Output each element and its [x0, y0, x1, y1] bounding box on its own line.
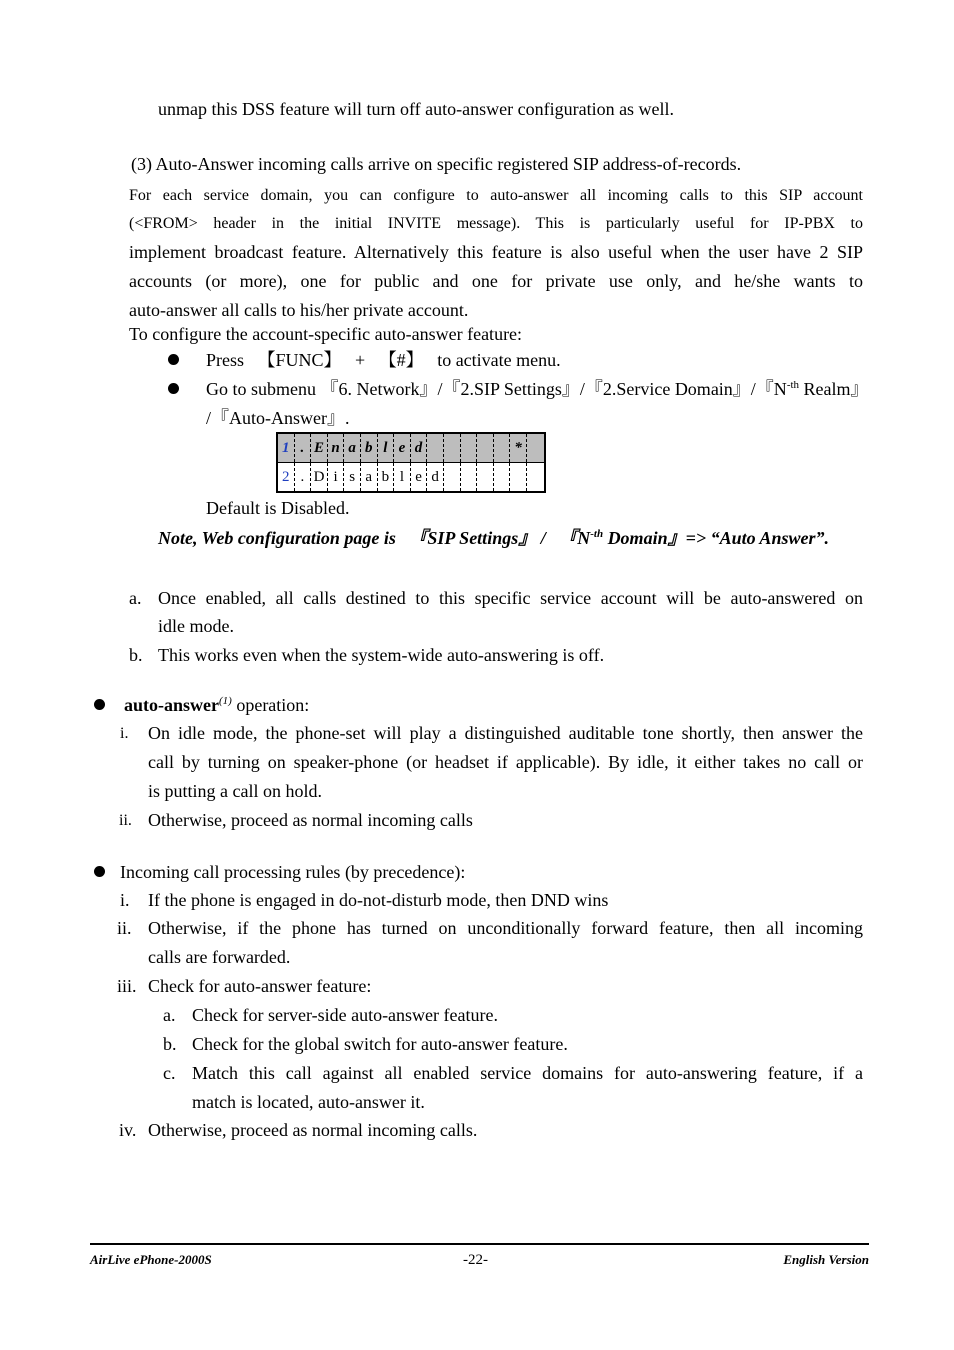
- rules-iii-text: Check for auto-answer feature:: [148, 976, 372, 996]
- rules-marker-a: a.: [163, 1005, 176, 1025]
- lcd-row2-cell: i: [328, 463, 345, 491]
- bullet-dot-icon: [94, 699, 105, 710]
- footer-divider: [90, 1243, 869, 1245]
- op-i-line-1: On idle mode, the phone-set will play a distinguished auditable tone shortly, then answer the: [148, 723, 863, 743]
- rules-marker-iv: iv.: [119, 1120, 137, 1140]
- note-sip-settings: 『SIP Settings』 /: [409, 528, 546, 548]
- list-b-text: This works even when the system-wide auto-answering is off.: [158, 645, 605, 665]
- lcd-row1-cell: 1: [278, 434, 295, 462]
- list-a-line-2: idle mode.: [158, 616, 234, 636]
- para-line-1: For each service domain, you can configure to auto-answer all incoming calls to this SIP account: [129, 187, 863, 204]
- op-i-line-3: is putting a call on hold.: [148, 781, 322, 801]
- lcd-row1-cell: d: [411, 434, 428, 462]
- lcd-row2-cell: [461, 463, 478, 491]
- bullet-dot-icon: [94, 866, 105, 877]
- list-marker-a: a.: [129, 588, 142, 608]
- op-ii-text: Otherwise, proceed as normal incoming calls: [148, 810, 473, 830]
- lcd-row1-cell: [444, 434, 461, 462]
- para-line-2: (<FROM> header in the initial INVITE message). This is particularly useful for IP-PBX to: [129, 215, 863, 232]
- default-line: Default is Disabled.: [206, 498, 350, 518]
- footer-product: AirLive ePhone-2000S: [90, 1252, 212, 1267]
- note-domain-end: Domain』=> “Auto Answer”.: [603, 528, 829, 548]
- lcd-row1-cell: a: [344, 434, 361, 462]
- op-marker-ii: ii.: [119, 812, 132, 829]
- lcd-row1-cell: [527, 434, 544, 462]
- lcd-row2-cell: [444, 463, 461, 491]
- list-marker-b: b.: [129, 645, 143, 665]
- lcd-row2-cell: l: [394, 463, 411, 491]
- rules-marker-c: c.: [163, 1063, 176, 1083]
- rules-marker-ii: ii.: [117, 918, 132, 938]
- lcd-row2-cell: 2: [278, 463, 295, 491]
- press-suffix: to activate menu.: [437, 350, 561, 370]
- rules-heading: Incoming call processing rules (by precedence):: [120, 862, 466, 882]
- page-number: -22-: [463, 1252, 488, 1268]
- lcd-row1-cell: [427, 434, 444, 462]
- op-i-line-2: call by turning on speaker-phone (or headset if applicable). By idle, it either takes no call or: [148, 752, 863, 772]
- lcd-row-disabled: [278, 463, 544, 491]
- operation-heading: [124, 694, 309, 716]
- hash-key: 【#】: [378, 350, 424, 370]
- lcd-row2-cell: .: [295, 463, 312, 491]
- rules-iv-text: Otherwise, proceed as normal incoming calls.: [148, 1120, 478, 1140]
- lcd-row1-cell: *: [510, 434, 527, 462]
- bullet-dot-icon: [168, 383, 179, 394]
- op-sup: (1): [219, 695, 232, 707]
- menu-path-realm: Realm』: [799, 379, 869, 399]
- rules-b-text: Check for the global switch for auto-answer feature.: [192, 1034, 568, 1054]
- op-bold: auto-answer: [124, 695, 219, 715]
- lcd-display: [276, 432, 546, 493]
- step-press: [206, 349, 561, 371]
- plus-sign: +: [355, 350, 366, 370]
- para-line-5: auto-answer all calls to his/her private account.: [129, 300, 469, 320]
- op-rest: operation:: [231, 695, 310, 715]
- rules-a-text: Check for server-side auto-answer feature.: [192, 1005, 498, 1025]
- lcd-row2-cell: [494, 463, 511, 491]
- lcd-row2-cell: a: [361, 463, 378, 491]
- list-a-line-1: Once enabled, all calls destined to this specific service account will be auto-answered on: [158, 588, 863, 608]
- note-sup: -th: [590, 528, 604, 540]
- lcd-row2-cell: b: [378, 463, 395, 491]
- lcd-row2-cell: d: [427, 463, 444, 491]
- func-key: 【FUNC】: [257, 350, 342, 370]
- web-config-note: [158, 527, 829, 549]
- lcd-row1-cell: .: [295, 434, 312, 462]
- step-goto: [206, 378, 869, 400]
- op-marker-i: i.: [120, 725, 129, 742]
- rules-i-text: If the phone is engaged in do-not-disturb mode, then DND wins: [148, 890, 609, 910]
- lcd-row1-cell: E: [311, 434, 328, 462]
- goto-prefix: Go to submenu: [206, 379, 316, 399]
- rules-c-line-1: Match this call against all enabled service domains for auto-answering feature, if a: [192, 1063, 863, 1083]
- note-prefix: Note, Web configuration page is: [158, 528, 396, 548]
- footer-version: English Version: [783, 1252, 869, 1267]
- lcd-row2-cell: s: [344, 463, 361, 491]
- rules-ii-line-1: Otherwise, if the phone has turned on unconditionally forward feature, then all incoming: [148, 918, 863, 938]
- rules-marker-b: b.: [163, 1034, 177, 1054]
- lcd-row1-cell: n: [328, 434, 345, 462]
- rules-marker-iii: iii.: [117, 976, 137, 996]
- lcd-row1-cell: [477, 434, 494, 462]
- press-prefix: Press: [206, 350, 245, 370]
- lcd-row2-cell: e: [411, 463, 428, 491]
- lcd-row1-cell: b: [361, 434, 378, 462]
- bullet-dot-icon: [168, 354, 179, 365]
- rules-marker-i: i.: [120, 890, 130, 910]
- note-domain: 『N: [559, 528, 591, 548]
- lcd-row2-cell: D: [311, 463, 328, 491]
- menu-path: 『6. Network』/『2.SIP Settings』/『2.Service Domain』/『N: [320, 379, 787, 399]
- para-line-4: accounts (or more), one for public and one for private use only, and he/she wants to: [129, 271, 863, 291]
- configure-line: To configure the account-specific auto-answer feature:: [129, 324, 523, 344]
- lcd-row1-cell: [461, 434, 478, 462]
- lcd-row1-cell: l: [378, 434, 395, 462]
- lcd-row2-cell: [527, 463, 544, 491]
- section-heading: (3) Auto-Answer incoming calls arrive on specific registered SIP address-of-records.: [131, 154, 742, 174]
- intro-line: unmap this DSS feature will turn off auto-answer configuration as well.: [158, 99, 675, 119]
- path-sup: -th: [786, 379, 800, 391]
- menu-path-end: /『Auto-Answer』.: [206, 408, 350, 428]
- rules-c-line-2: match is located, auto-answer it.: [192, 1092, 425, 1112]
- lcd-row1-cell: [494, 434, 511, 462]
- lcd-row2-cell: [477, 463, 494, 491]
- lcd-row-enabled: [278, 434, 544, 462]
- lcd-row1-cell: e: [394, 434, 411, 462]
- rules-ii-line-2: calls are forwarded.: [148, 947, 291, 967]
- para-line-3: implement broadcast feature. Alternatively this feature is also useful when the user have 2 SIP: [129, 242, 863, 262]
- lcd-row2-cell: [510, 463, 527, 491]
